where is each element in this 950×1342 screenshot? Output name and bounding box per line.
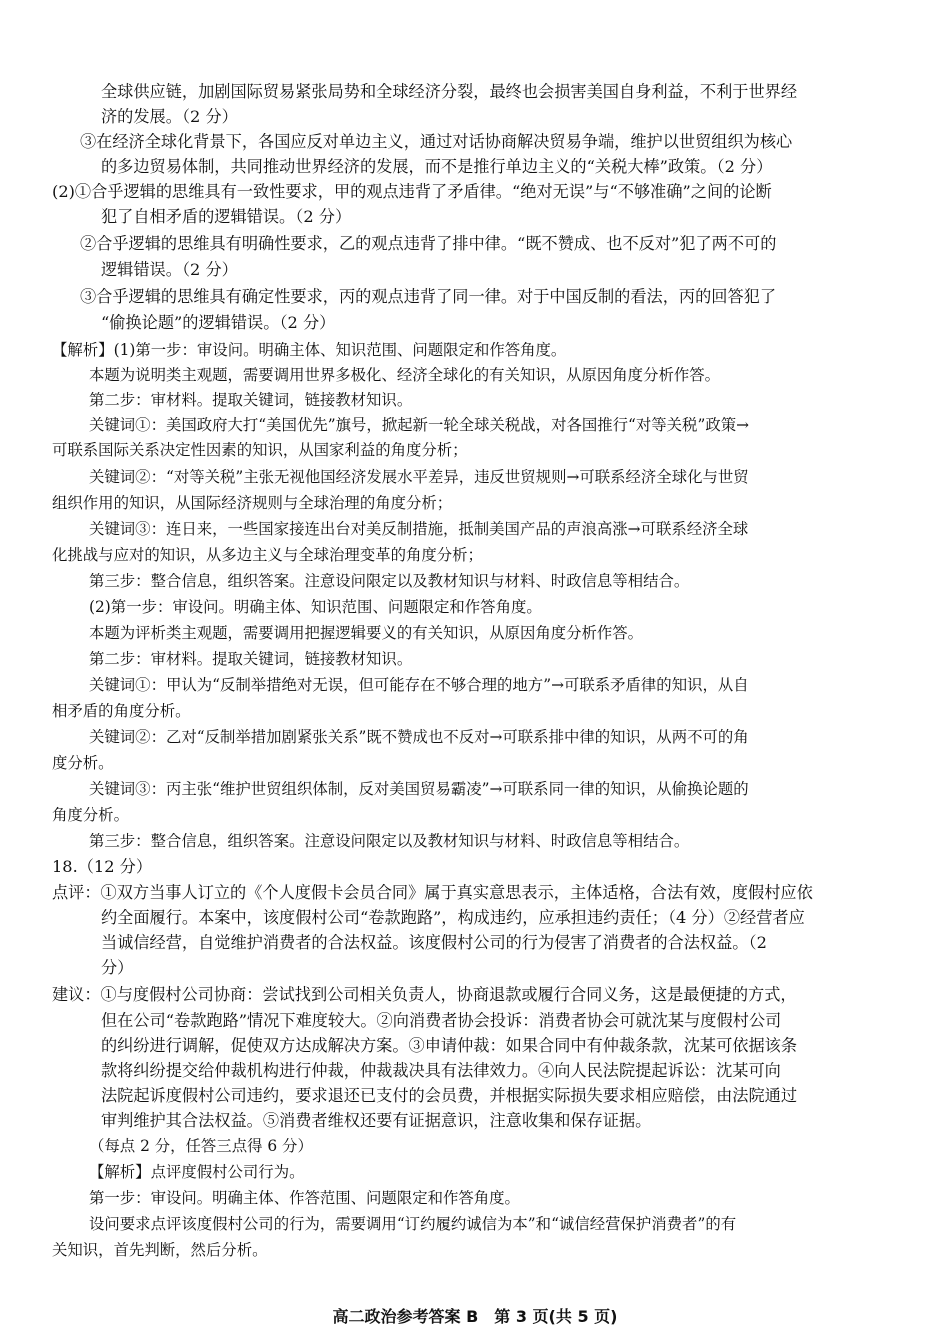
text-line: 设问要求点评该度假村公司的行为，需要调用“订约履约诚信为本”和“诚信经营保护消费者”的有 bbox=[89, 1215, 737, 1233]
analysis-heading: 【解析】(1)第一步：审设问。明确主体、知识范围、问题限定和作答角度。 bbox=[52, 341, 567, 359]
text-line: 组织作用的知识，从国际经济规则与全球治理的角度分析； bbox=[52, 494, 453, 512]
text-line: 本题为说明类主观题，需要调用世界多极化、经济全球化的有关知识，从原因角度分析作答。 bbox=[89, 366, 721, 384]
text-line: 分） bbox=[101, 958, 134, 977]
text-line: 关键词③：连日来，一些国家接连出台对美反制措施，抵制美国产品的声浪高涨→可联系经济全球 bbox=[89, 520, 749, 538]
text-line: 款将纠纷提交给仲裁机构进行仲裁，仲裁裁决具有法律效力。④向人民法院提起诉讼：沈某可向 bbox=[101, 1061, 781, 1080]
text-line: 相矛盾的角度分析。 bbox=[52, 702, 191, 720]
text-line: 第三步：整合信息，组织答案。注意设问限定以及教材知识与材料、时政信息等相结合。 bbox=[89, 572, 690, 590]
text-line: 第一步：审设问。明确主体、作答范围、问题限定和作答角度。 bbox=[89, 1189, 520, 1207]
text-line: 全球供应链，加剧国际贸易紧张局势和全球经济分裂，最终也会损害美国自身利益，不利于世界经 bbox=[101, 82, 798, 101]
text-line: 犯了自相矛盾的逻辑错误。（2 分） bbox=[101, 207, 352, 226]
page-footer: 高二政治参考答案 B 第 3 页(共 5 页) bbox=[332, 1307, 618, 1326]
analysis-heading: 【解析】点评度假村公司行为。 bbox=[89, 1163, 305, 1181]
text-line: 建议：①与度假村公司协商：尝试找到公司相关负责人，协商退款或履行合同义务，这是最便捷的方式， bbox=[52, 985, 797, 1004]
text-line: 关键词③：丙主张“维护世贸组织体制，反对美国贸易霸凌”→可联系同一律的知识，从偷换论题的 bbox=[89, 780, 749, 798]
text-line: 关键词①：美国政府大打“美国优先”旗号，掀起新一轮全球关税战，对各国推行“对等关税”政策→ bbox=[89, 416, 749, 434]
text-line: (2)第一步：审设问。明确主体、知识范围、问题限定和作答角度。 bbox=[89, 598, 542, 616]
text-line: 本题为评析类主观题，需要调用把握逻辑要义的有关知识，从原因角度分析作答。 bbox=[89, 624, 644, 642]
text-line: 第三步：整合信息，组织答案。注意设问限定以及教材知识与材料、时政信息等相结合。 bbox=[89, 832, 690, 850]
text-line: 第二步：审材料。提取关键词，链接教材知识。 bbox=[89, 391, 413, 409]
text-line: 的多边贸易体制，共同推动世界经济的发展，而不是推行单边主义的“关税大棒”政策。（2 分） bbox=[101, 157, 773, 176]
text-line: 角度分析。 bbox=[52, 806, 129, 824]
text-line: 点评：①双方当事人订立的《个人度假卡会员合同》属于真实意思表示，主体适格，合法有效，度假村应依 bbox=[52, 883, 813, 902]
text-line: ③在经济全球化背景下，各国应反对单边主义，通过对话协商解决贸易争端，维护以世贸组织为核心 bbox=[80, 132, 793, 151]
text-line: ②合乎逻辑的思维具有明确性要求，乙的观点违背了排中律。“既不赞成、也不反对”犯了两不可的 bbox=[80, 234, 777, 253]
text-line: 当诚信经营，自觉维护消费者的合法权益。该度假村公司的行为侵害了消费者的合法权益。（2 bbox=[101, 933, 767, 952]
text-line: 关键词①：甲认为“反制举措绝对无误，但可能存在不够合理的地方”→可联系矛盾律的知识，从自 bbox=[89, 676, 749, 694]
text-line: (2)①合乎逻辑的思维具有一致性要求，甲的观点违背了矛盾律。“绝对无误”与“不够准确”之间的论断 bbox=[52, 182, 772, 201]
text-line: 化挑战与应对的知识，从多边主义与全球治理变革的角度分析； bbox=[52, 546, 483, 564]
score-note: （每点 2 分，任答三点得 6 分） bbox=[89, 1137, 313, 1155]
text-line: 法院起诉度假村公司违约，要求退还已支付的会员费，并根据实际损失要求相应赔偿，由法院通过 bbox=[101, 1086, 798, 1105]
text-line: 第二步：审材料。提取关键词，链接教材知识。 bbox=[89, 650, 413, 668]
text-line: 审判维护其合法权益。⑤消费者维权还要有证据意识，注意收集和保存证据。 bbox=[101, 1111, 652, 1130]
text-line: 的纠纷进行调解，促使双方达成解决方案。③申请仲裁：如果合同中有仲裁条款，沈某可依据该条 bbox=[101, 1036, 798, 1055]
text-line: 济的发展。（2 分） bbox=[101, 107, 238, 126]
question-number: 18.（12 分） bbox=[52, 857, 153, 876]
text-line: 度分析。 bbox=[52, 754, 114, 772]
text-line: ③合乎逻辑的思维具有确定性要求，丙的观点违背了同一律。对于中国反制的看法，丙的回答犯了 bbox=[80, 287, 777, 306]
text-line: 关键词②：乙对“反制举措加剧紧张关系”既不赞成也不反对→可联系排中律的知识，从两不可的角 bbox=[89, 728, 749, 746]
text-line: 约全面履行。本案中，该度假村公司“卷款跑路”，构成违约，应承担违约责任；（4 分）②经营者应 bbox=[101, 908, 805, 927]
text-line: 关知识，首先判断，然后分析。 bbox=[52, 1241, 268, 1259]
text-line: 关键词②：“对等关税”主张无视他国经济发展水平差异，违反世贸规则→可联系经济全球化与世贸 bbox=[89, 468, 749, 486]
text-line: 逻辑错误。（2 分） bbox=[101, 260, 238, 279]
text-line: 但在公司“卷款跑路”情况下难度较大。②向消费者协会投诉：消费者协会可就沈某与度假村公司 bbox=[101, 1011, 782, 1030]
text-line: 可联系国际关系决定性因素的知识，从国家利益的角度分析； bbox=[52, 441, 468, 459]
text-line: “偷换论题”的逻辑错误。（2 分） bbox=[101, 313, 336, 332]
